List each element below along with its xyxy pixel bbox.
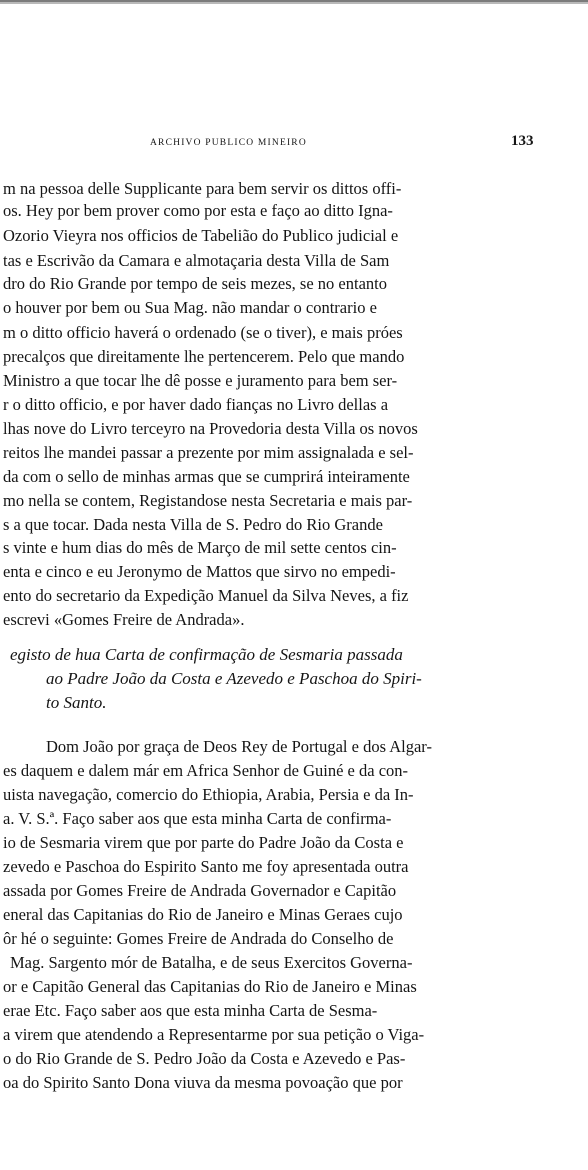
text-line: mo nella se contem, Registandose nesta Secretaria e mais par- — [3, 491, 413, 510]
text-line: s a que tocar. Dada nesta Villa de S. Pedro do Rio Grande — [3, 515, 383, 534]
text-line: a. V. S.ª. Faço saber aos que esta minha Carta de confirma- — [3, 809, 392, 828]
text-line: ôr hé o seguinte: Gomes Freire de Andrada do Conselho de — [3, 929, 394, 948]
text-line: Ministro a que tocar lhe dê posse e juramento para bem ser- — [3, 371, 398, 390]
text-line: Mag. Sargento mór de Batalha, e de seus Exercitos Governa- — [10, 953, 413, 972]
text-line: a virem que atendendo a Representarme por sua petição o Viga- — [3, 1025, 425, 1044]
text-line: eneral das Capitanias do Rio de Janeiro e Minas Geraes cujo — [3, 905, 403, 924]
text-line: r o ditto officio, e por haver dado fianças no Livro dellas a — [3, 395, 389, 414]
title-line: to Santo. — [46, 693, 107, 712]
text-line: dro do Rio Grande por tempo de seis mezes, se no entanto — [3, 274, 387, 293]
text-line: os. Hey por bem prover como por esta e faço ao ditto Igna- — [3, 201, 393, 220]
text-line: ento do secretario da Expedição Manuel da Silva Neves, a fiz — [3, 586, 409, 605]
page-number: 133 — [511, 133, 534, 149]
scan-top-edge — [0, 0, 588, 10]
text-line: reitos lhe mandei passar a prezente por mim assignalada e sel- — [3, 443, 414, 462]
text-line: Dom João por graça de Deos Rey de Portugal e dos Algar- — [46, 737, 432, 756]
text-line: uista navegação, comercio do Ethiopia, Arabia, Persia e da In- — [3, 785, 414, 804]
text-line: lhas nove do Livro terceyro na Provedoria desta Villa os novos — [3, 419, 418, 438]
text-line: erae Etc. Faço saber aos que esta minha Carta de Sesma- — [3, 1001, 378, 1020]
text-line: m na pessoa delle Supplicante para bem servir os dittos offi- — [3, 179, 402, 198]
text-line: o houver por bem ou Sua Mag. não mandar o contrario e — [3, 298, 377, 317]
text-line: io de Sesmaria virem que por parte do Padre João da Costa e — [3, 833, 404, 852]
text-line: m o ditto officio haverá o ordenado (se o tiver), e mais próes — [3, 323, 403, 342]
text-line: assada por Gomes Freire de Andrada Governador e Capitão — [3, 881, 397, 900]
text-line: or e Capitão General das Capitanias do Rio de Janeiro e Minas — [3, 977, 417, 996]
text-line: da com o sello de minhas armas que se cumprirá inteiramente — [3, 467, 410, 486]
text-line: precalços que direitamente lhe pertencerem. Pelo que mando — [3, 347, 405, 366]
page-header — [0, 133, 588, 153]
title-line: ao Padre João da Costa e Azevedo e Paschoa do Spiri- — [46, 669, 422, 688]
text-line: oa do Spirito Santo Dona viuva da mesma povoação que por — [3, 1073, 403, 1092]
title-line: egisto de hua Carta de confirmação de Sesmaria passada — [10, 645, 403, 664]
text-line: s vinte e hum dias do mês de Março de mil sette centos cin- — [3, 538, 397, 557]
text-line: tas e Escrivão da Camara e almotaçaria desta Villa de Sam — [3, 251, 390, 270]
text-line: enta e cinco e eu Jeronymo de Mattos que sirvo no empedi- — [3, 562, 396, 581]
text-line: o do Rio Grande de S. Pedro João da Costa e Azevedo e Pas- — [3, 1049, 406, 1068]
text-line: escrevi «Gomes Freire de Andrada». — [3, 610, 245, 629]
running-title: ARCHIVO PUBLICO MINEIRO — [150, 138, 307, 148]
text-line: zevedo e Paschoa do Espirito Santo me foy apresentada outra — [3, 857, 409, 876]
text-line: es daquem e dalem már em Africa Senhor de Guiné e da con- — [3, 761, 409, 780]
text-line: Ozorio Vieyra nos officios de Tabelião do Publico judicial e — [3, 226, 399, 245]
